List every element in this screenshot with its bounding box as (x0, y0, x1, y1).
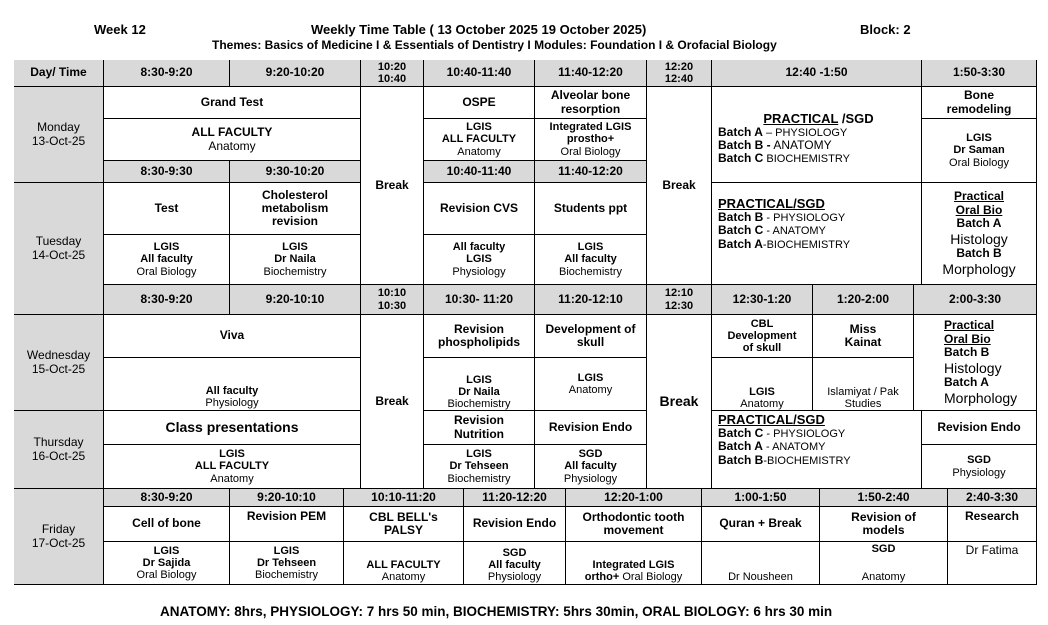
break-mon-tue-2: Break (647, 87, 712, 285)
fri-header-slot-3: 10:10-11:20 (344, 489, 464, 507)
header-day-time: Day/ Time (14, 60, 104, 87)
hours-summary: ANATOMY: 8hrs, PHYSIOLOGY: 7 hrs 50 min, BIOCHEMISTRY: 5hrs 30min, ORAL BIOLOGY: 6 hrs 30 min (160, 604, 833, 619)
monday-ospe: OSPE (424, 87, 535, 119)
header-slot-4: 10:40-11:40 (424, 60, 535, 87)
day-thursday: Thursday 16-Oct-25 (14, 411, 104, 489)
wednesday-phospholipids-details: LGIS Dr Naila Biochemistry (424, 358, 535, 411)
tuesday-students-ppt: Students ppt (535, 183, 647, 235)
tuesday-practical: PRACTICAL/SGD Batch B - PHYSIOLOGY Batch C - ANATOMY Batch A-BIOCHEMISTRY (712, 183, 922, 285)
tuesday-header-slot-2: 9:30-10:20 (230, 161, 361, 183)
thursday-practical: PRACTICAL/SGD Batch C - PHYSIOLOGY Batch A - ANATOMY Batch B-BIOCHEMISTRY (712, 411, 922, 489)
wednesday-viva: Viva (104, 315, 361, 358)
tuesday-header-slot-1: 8:30-9:30 (104, 161, 230, 183)
thursday-nutrition-details: LGIS Dr Tehseen Biochemistry (424, 445, 535, 489)
monday-alveolar: Alveolar bone resorption (535, 87, 647, 119)
thursday-revision-endo: Revision Endo (535, 411, 647, 445)
fri-header-slot-7: 1:50-2:40 (820, 489, 948, 507)
fri-header-slot-1: 8:30-9:20 (104, 489, 230, 507)
header-slot-8: 1:50-3:30 (922, 60, 1037, 87)
block-label: Block: 2 (860, 22, 911, 37)
thursday-endo-2-details: SGD Physiology (922, 445, 1037, 489)
monday-grand-test-details: ALL FACULTY Anatomy (104, 119, 361, 161)
header-slot-6: 12:20 12:40 (647, 60, 712, 87)
thursday-class-presentations: Class presentations (104, 411, 361, 445)
wednesday-cbl: CBL Development of skull (712, 315, 813, 358)
wed-header-slot-6: 12:10 12:30 (647, 285, 712, 315)
tuesday-test: Test (104, 183, 230, 235)
thursday-nutrition: Revision Nutrition (424, 411, 535, 445)
week-label: Week 12 (94, 22, 146, 37)
wed-header-slot-1: 8:30-9:20 (104, 285, 230, 315)
friday-revision-pem: Revision PEM (230, 507, 344, 542)
friday-cell-details: LGIS Dr Sajida Oral Biology (104, 542, 230, 585)
wed-header-slot-4: 10:30- 11:20 (424, 285, 535, 315)
tuesday-cholesterol-details: LGIS Dr Naila Biochemistry (230, 235, 361, 285)
monday-bone-remodeling: Bone remodeling (922, 87, 1037, 119)
tuesday-header-slot-5: 11:40-12:20 (535, 161, 647, 183)
monday-practical: PRACTICAL /SGD Batch A – PHYSIOLOGY Batch B - ANATOMY Batch C BIOCHEMISTRY (712, 87, 922, 183)
fri-header-slot-4: 11:20-12:20 (464, 489, 566, 507)
break-wed-thu-1: Break (361, 315, 424, 489)
page-title: Weekly Time Table ( 13 October 2025 19 October 2025) (311, 22, 647, 37)
day-friday: Friday 17-Oct-25 (14, 489, 104, 585)
monday-grand-test: Grand Test (104, 87, 361, 119)
friday-endo-details: SGD All faculty Physiology (464, 542, 566, 585)
tuesday-test-details: LGIS All faculty Oral Biology (104, 235, 230, 285)
wed-header-slot-2: 9:20-10:10 (230, 285, 361, 315)
tuesday-header-slot-4: 10:40-11:40 (424, 161, 535, 183)
wednesday-cbl-details: LGIS Anatomy (712, 358, 813, 411)
monday-bone-details: LGIS Dr Saman Oral Biology (922, 119, 1037, 183)
fri-header-slot-2: 9:20-10:10 (230, 489, 344, 507)
thursday-class-pres-details: LGIS ALL FACULTY Anatomy (104, 445, 361, 489)
friday-revision-endo: Revision Endo (464, 507, 566, 542)
header-slot-1: 8:30-9:20 (104, 60, 230, 87)
wednesday-phospholipids: Revision phospholipids (424, 315, 535, 358)
friday-cell-of-bone: Cell of bone (104, 507, 230, 542)
friday-cbl-details: ALL FACULTY Anatomy (344, 542, 464, 585)
thursday-revision-endo-2: Revision Endo (922, 411, 1037, 445)
friday-research: Research (948, 507, 1037, 542)
wednesday-miss-kainat: Miss Kainat (813, 315, 914, 358)
header-slot-2: 9:20-10:20 (230, 60, 361, 87)
break-mon-tue-1: Break (361, 87, 424, 285)
friday-cbl-bells-palsy: CBL BELL's PALSY (344, 507, 464, 542)
monday-alveolar-details: Integrated LGIS prostho+ Oral Biology (535, 119, 647, 161)
monday-ospe-details: LGIS ALL FACULTY Anatomy (424, 119, 535, 161)
friday-research-details: Dr Fatima (948, 542, 1037, 585)
friday-quran-details: Dr Nousheen (702, 542, 820, 585)
friday-quran-break: Quran + Break (702, 507, 820, 542)
day-monday: Monday 13-Oct-25 (14, 87, 104, 183)
fri-header-slot-5: 12:20-1:00 (566, 489, 702, 507)
tuesday-ppt-details: LGIS All faculty Biochemistry (535, 235, 647, 285)
break-wed-thu-2: Break (647, 315, 712, 489)
tuesday-revision-cvs: Revision CVS (424, 183, 535, 235)
wednesday-skull-details: LGIS Anatomy (535, 358, 647, 411)
fri-header-slot-8: 2:40-3:30 (948, 489, 1037, 507)
wed-header-slot-7: 12:30-1:20 (712, 285, 813, 315)
themes-line: Themes: Basics of Medicine I & Essentials of Dentistry I Modules: Foundation I & Orofacial Biology (212, 38, 777, 52)
wed-header-slot-9: 2:00-3:30 (914, 285, 1037, 315)
tuesday-cholesterol: Cholesterol metabolism revision (230, 183, 361, 235)
friday-models-details: SGD Anatomy (820, 542, 948, 585)
friday-ortho-details: Integrated LGIS ortho+ Oral Biology (566, 542, 702, 585)
wed-header-slot-3: 10:10 10:30 (361, 285, 424, 315)
thursday-endo-details: SGD All faculty Physiology (535, 445, 647, 489)
wednesday-viva-details: All faculty Physiology (104, 358, 361, 411)
day-tuesday: Tuesday 14-Oct-25 (14, 183, 104, 315)
fri-header-slot-6: 1:00-1:50 (702, 489, 820, 507)
wed-header-slot-8: 1:20-2:00 (813, 285, 914, 315)
header-slot-7: 12:40 -1:50 (712, 60, 922, 87)
header-slot-3: 10:20 10:40 (361, 60, 424, 87)
wednesday-skull: Development of skull (535, 315, 647, 358)
wednesday-islamiyat: Islamiyat / Pak Studies (813, 358, 914, 411)
tuesday-cvs-details: All faculty LGIS Physiology (424, 235, 535, 285)
friday-orthodontic: Orthodontic tooth movement (566, 507, 702, 542)
friday-revision-models: Revision of models (820, 507, 948, 542)
day-wednesday: Wednesday 15-Oct-25 (14, 315, 104, 411)
wed-header-slot-5: 11:20-12:10 (535, 285, 647, 315)
header-slot-5: 11:40-12:20 (535, 60, 647, 87)
wednesday-oral-bio-practical: Practical Oral Bio Batch B Histology Batch A Morphology (914, 315, 1037, 411)
friday-pem-details: LGIS Dr Tehseen Biochemistry (230, 542, 344, 585)
tuesday-oral-bio-practical: Practical Oral Bio Batch A Histology Batch B Morphology (922, 183, 1037, 285)
